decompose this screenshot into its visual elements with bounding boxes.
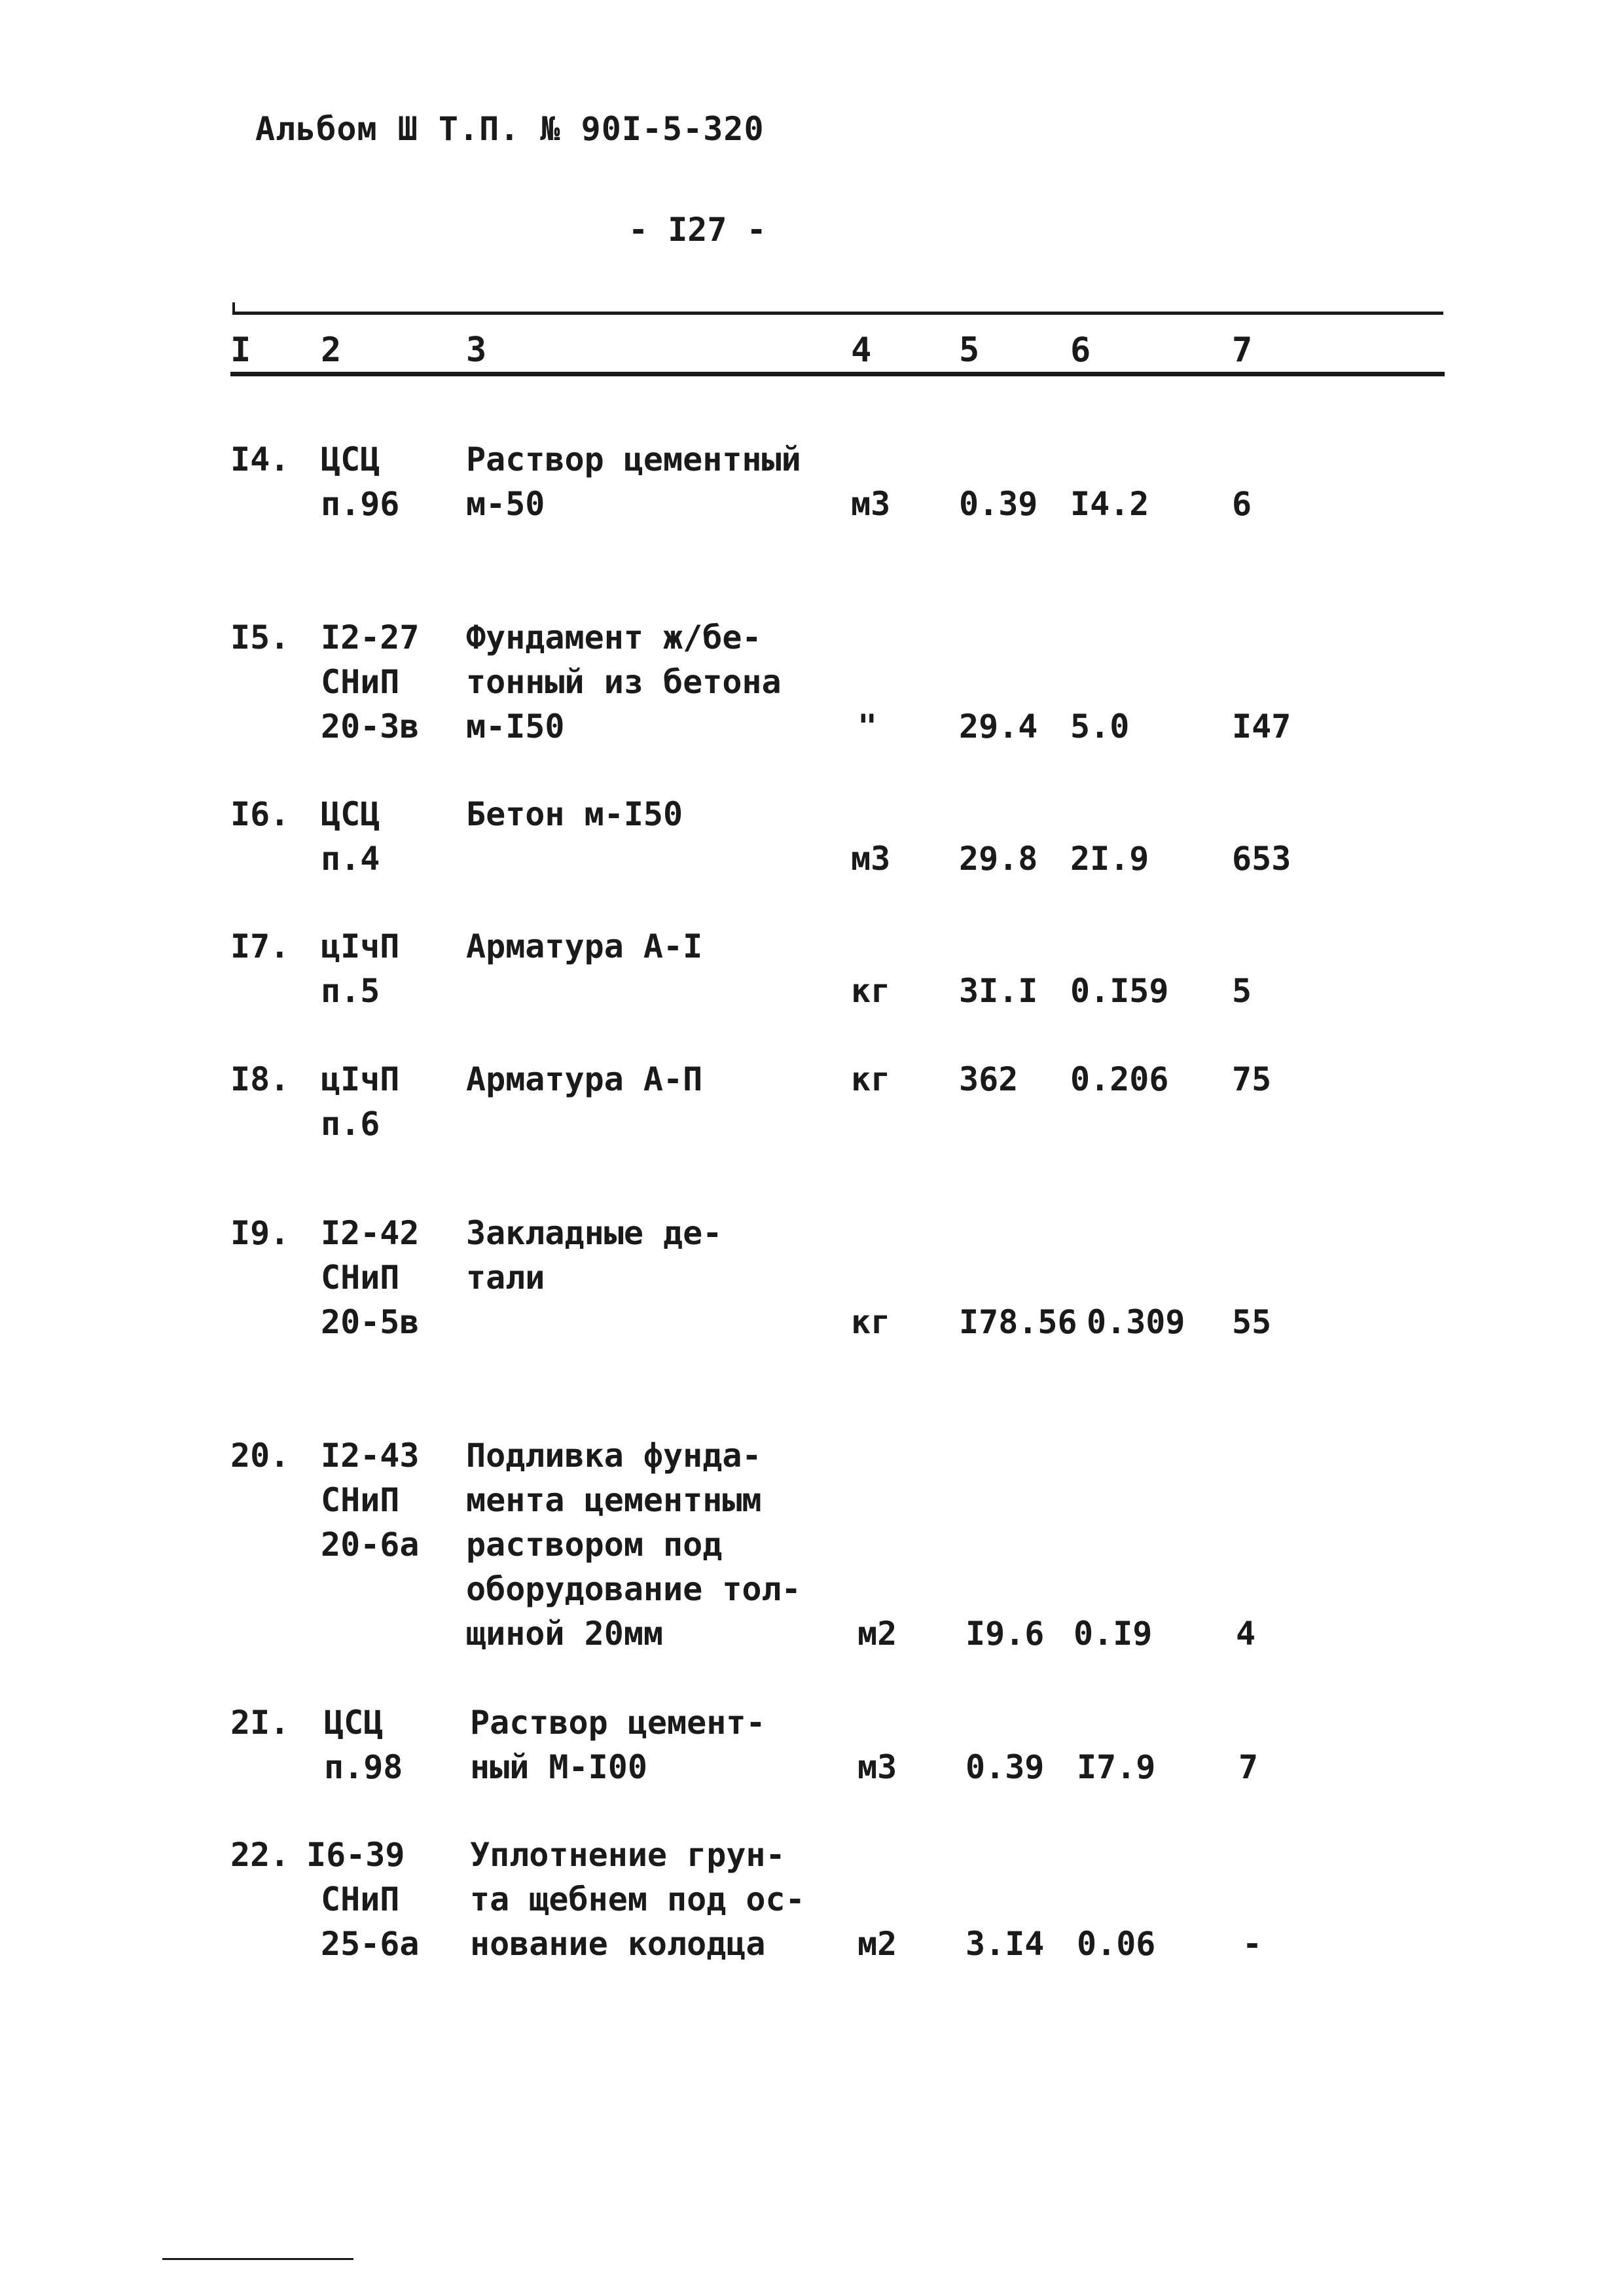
row-code: 20-6а: [321, 1526, 420, 1564]
row-number: 2I.: [230, 1704, 290, 1742]
row-quantity: 29.4: [959, 708, 1038, 745]
row-description: Уплотнение грун-: [470, 1836, 785, 1874]
row-code: I2-43: [321, 1437, 420, 1475]
row-description: раствором под: [466, 1526, 723, 1564]
row-code: ЦСЦ: [321, 795, 380, 833]
row-price: 0.309: [1087, 1303, 1185, 1341]
row-total: 653: [1232, 840, 1291, 878]
row-price: 0.I59: [1070, 972, 1169, 1010]
row-code: цIчП: [321, 1060, 400, 1098]
row-code: I2-42: [321, 1214, 420, 1252]
row-quantity: I78.56: [959, 1303, 1077, 1341]
album-title: Альбом Ш Т.П. № 90I-5-320: [255, 110, 765, 148]
row-code: цIчП: [321, 927, 400, 965]
row-price: 0.I9: [1074, 1615, 1153, 1653]
row-price: I4.2: [1070, 485, 1149, 523]
row-description: Бетон м-I50: [466, 795, 683, 833]
col-header-6: 6: [1070, 331, 1091, 370]
row-description: мента цементным: [466, 1481, 762, 1519]
row-unit: м3: [851, 840, 891, 878]
row-description: та щебнем под ос-: [470, 1880, 805, 1918]
col-header-1: I: [230, 331, 251, 370]
row-total: 55: [1232, 1303, 1272, 1341]
row-code: 25-6а: [321, 1925, 420, 1963]
row-unit: кг: [851, 972, 891, 1010]
row-quantity: I9.6: [965, 1615, 1045, 1653]
row-description: оборудование тол-: [466, 1570, 801, 1608]
col-header-5: 5: [959, 331, 980, 370]
row-unit: м3: [857, 1748, 897, 1786]
row-code: п.96: [321, 485, 400, 523]
table-top-rule-tick: [232, 302, 235, 314]
row-number: I7.: [230, 927, 290, 965]
row-code: п.6: [321, 1105, 380, 1143]
row-number: I4.: [230, 440, 290, 478]
col-header-7: 7: [1232, 331, 1253, 370]
row-quantity: 29.8: [959, 840, 1038, 878]
row-quantity: 3.I4: [965, 1925, 1045, 1963]
row-price: 0.06: [1077, 1925, 1156, 1963]
row-code: СНиП: [321, 1880, 400, 1918]
row-unit: м3: [851, 485, 891, 523]
row-number: I9.: [230, 1214, 290, 1252]
row-description: Фундамент ж/бе-: [466, 619, 762, 656]
row-description: Подливка фунда-: [466, 1437, 762, 1475]
row-code: п.98: [324, 1748, 403, 1786]
row-description: Раствор цементный: [466, 440, 801, 478]
row-code: 20-3в: [321, 708, 420, 745]
footnote-rule: [162, 2258, 353, 2260]
row-total: 5: [1232, 972, 1252, 1010]
row-price: 0.206: [1070, 1060, 1169, 1098]
row-unit: кг: [851, 1060, 891, 1098]
row-code: 20-5в: [321, 1303, 420, 1341]
col-header-4: 4: [851, 331, 872, 370]
page-number: - I27 -: [628, 211, 767, 249]
row-description: тонный из бетона: [466, 663, 782, 701]
header-underline: [230, 372, 1445, 376]
row-unit: ": [857, 708, 878, 745]
row-code: СНиП: [321, 1259, 400, 1297]
row-total: 7: [1238, 1748, 1259, 1786]
row-quantity: 3I.I: [959, 972, 1038, 1010]
row-unit: м2: [857, 1925, 897, 1963]
row-price: 5.0: [1070, 708, 1130, 745]
row-description: Арматура А-П: [466, 1060, 703, 1098]
col-header-3: 3: [466, 331, 487, 370]
row-price: I7.9: [1077, 1748, 1156, 1786]
row-description: тали: [466, 1259, 545, 1297]
row-quantity: 0.39: [965, 1748, 1045, 1786]
row-price: 2I.9: [1070, 840, 1149, 878]
row-quantity: 0.39: [959, 485, 1038, 523]
row-description: Раствор цемент-: [470, 1704, 766, 1742]
row-description: Закладные де-: [466, 1214, 723, 1252]
col-header-2: 2: [321, 331, 342, 370]
row-description: Арматура А-I: [466, 927, 703, 965]
row-description: м-50: [466, 485, 545, 523]
row-code: I6-39: [306, 1836, 405, 1874]
table-top-rule: [232, 312, 1443, 315]
row-description: м-I50: [466, 708, 565, 745]
row-code: ЦСЦ: [321, 440, 380, 478]
row-total: -: [1242, 1925, 1263, 1963]
row-total: 6: [1232, 485, 1252, 523]
row-total: 4: [1236, 1615, 1256, 1653]
row-quantity: 362: [959, 1060, 1019, 1098]
row-total: 75: [1232, 1060, 1272, 1098]
row-number: I6.: [230, 795, 290, 833]
row-code: I2-27: [321, 619, 420, 656]
row-code: ЦСЦ: [324, 1704, 384, 1742]
row-description: нование колодца: [470, 1925, 766, 1963]
row-number: 20.: [230, 1437, 290, 1475]
row-number: 22.: [230, 1836, 290, 1874]
row-code: п.5: [321, 972, 380, 1010]
row-unit: кг: [851, 1303, 891, 1341]
row-unit: м2: [857, 1615, 897, 1653]
row-code: п.4: [321, 840, 380, 878]
row-number: I5.: [230, 619, 290, 656]
row-code: СНиП: [321, 1481, 400, 1519]
row-number: I8.: [230, 1060, 290, 1098]
row-description: ный М-I00: [470, 1748, 647, 1786]
row-code: СНиП: [321, 663, 400, 701]
row-total: I47: [1232, 708, 1291, 745]
row-description: щиной 20мм: [466, 1615, 664, 1653]
